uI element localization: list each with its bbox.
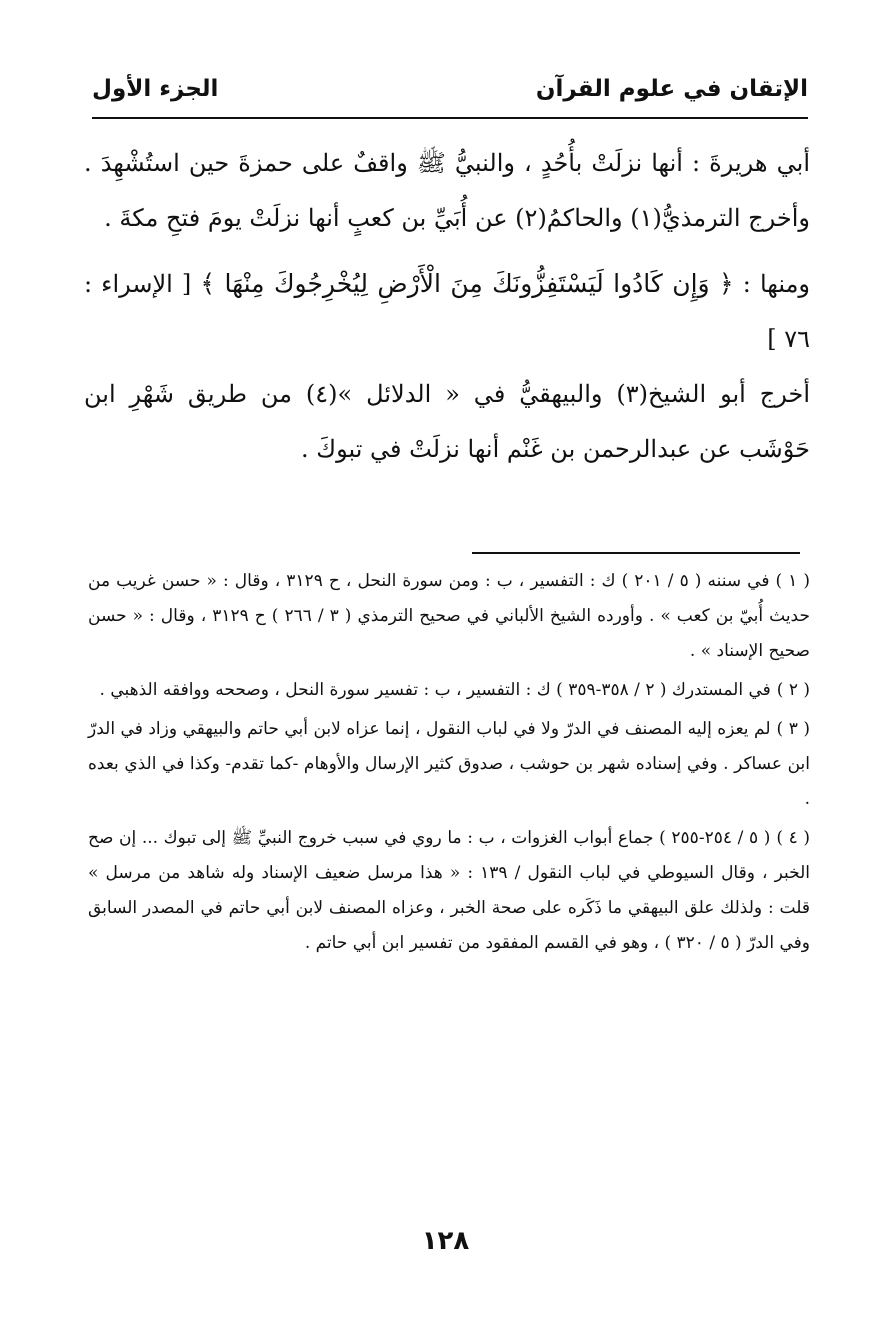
footnote-divider bbox=[472, 552, 800, 554]
footnotes bbox=[88, 564, 810, 965]
paragraph-1: أبي هريرةَ : أنها نزلَتْ بأُحُدٍ ، والنبيُّ ﷺ واقفٌ على حمزةَ حين استُشْهِدَ . وأخرج الترمذيُّ(١) والحاكمُ(٢) عن أُبَيِّ بن كعبٍ أنها نزلَتْ يومَ فتحِ مكةَ . bbox=[84, 149, 810, 232]
footnote-4-number: ( ٤ ) bbox=[776, 828, 810, 848]
footnote-1-number: ( ١ ) bbox=[775, 571, 810, 591]
running-header bbox=[92, 70, 808, 116]
quran-verse: ﴿ وَإِن كَادُوا لَيَسْتَفِزُّونَكَ مِنَ الْأَرْضِ لِيُخْرِجُوكَ مِنْهَا ﴾ bbox=[200, 269, 734, 298]
footnote-3-text: لم يعزه إليه المصنف في الدرّ ولا في لباب النقول ، إنما عزاه لابن أبي حاتم والبيهقي وزاد في الدرّ ابن عساكر . وفي إسناده شهر بن حوشب ، صدوق كثير الإرسال والأوهام -كما تقدم- وكذا في الذي بعده . bbox=[88, 719, 810, 809]
paragraph-2 bbox=[84, 256, 810, 367]
footnote-1 bbox=[88, 564, 810, 669]
footnote-4-text: ( ٥ / ٢٥٤-٢٥٥ ) جماع أبواب الغزوات ، ب : ما روي في سبب خروج النبيِّ ﷺ إلى تبوك ... إن صح الخبر ، وقال السيوطي في لباب النقول / ١٣٩ : « هذا مرسل ضعيف الإسناد وله شاهد من مرسل » قلت : ولذلك علق البيهقي ما ذَكَره على صحة الخبر ، وعزاه المصنف لابن أبي حاتم في المصدر السابق وفي الدرّ ( ٥ / ٣٢٠ ) ، وهو في القسم المفقود من تفسير ابن أبي حاتم . bbox=[88, 828, 811, 953]
header-divider bbox=[92, 117, 808, 119]
footnote-2-number: ( ٢ ) bbox=[776, 680, 810, 700]
paragraph-2-lead: ومنها : bbox=[733, 270, 811, 298]
verse-reference: [ الإسراء : ٧٦ ] bbox=[84, 270, 810, 353]
footnote-3 bbox=[88, 712, 810, 817]
page-number: ١٢٨ bbox=[421, 1226, 470, 1256]
footnote-1-text: في سننه ( ٥ / ٢٠١ ) ك : التفسير ، ب : ومن سورة النحل ، ح ٣١٢٩ ، وقال : « حسن غريب من حديث أُبيّ بن كعب » . وأورده الشيخ الألباني في صحيح الترمذي ( ٣ / ٢٦٦ ) ح ٣١٢٩ ، وقال : « حسن صحيح الإسناد » . bbox=[88, 571, 810, 661]
main-text bbox=[84, 136, 810, 477]
footnote-2-text: في المستدرك ( ٢ / ٣٥٨-٣٥٩ ) ك : التفسير ، ب : تفسير سورة النحل ، وصححه ووافقه الذهبي . bbox=[99, 680, 771, 700]
footnote-2 bbox=[88, 673, 810, 708]
book-title: الإتقان في علوم القرآن bbox=[535, 76, 808, 102]
footnote-4 bbox=[88, 821, 810, 961]
footnote-3-number: ( ٣ ) bbox=[776, 719, 810, 739]
paragraph-3: أخرج أبو الشيخ(٣) والبيهقيُّ في « الدلائل »(٤) من طريق شَهْرِ ابن حَوْشَب عن عبدالرحمن بن غَنْم أنها نزلَتْ في تبوكَ . bbox=[84, 380, 811, 463]
volume-label: الجزء الأول bbox=[92, 76, 219, 102]
